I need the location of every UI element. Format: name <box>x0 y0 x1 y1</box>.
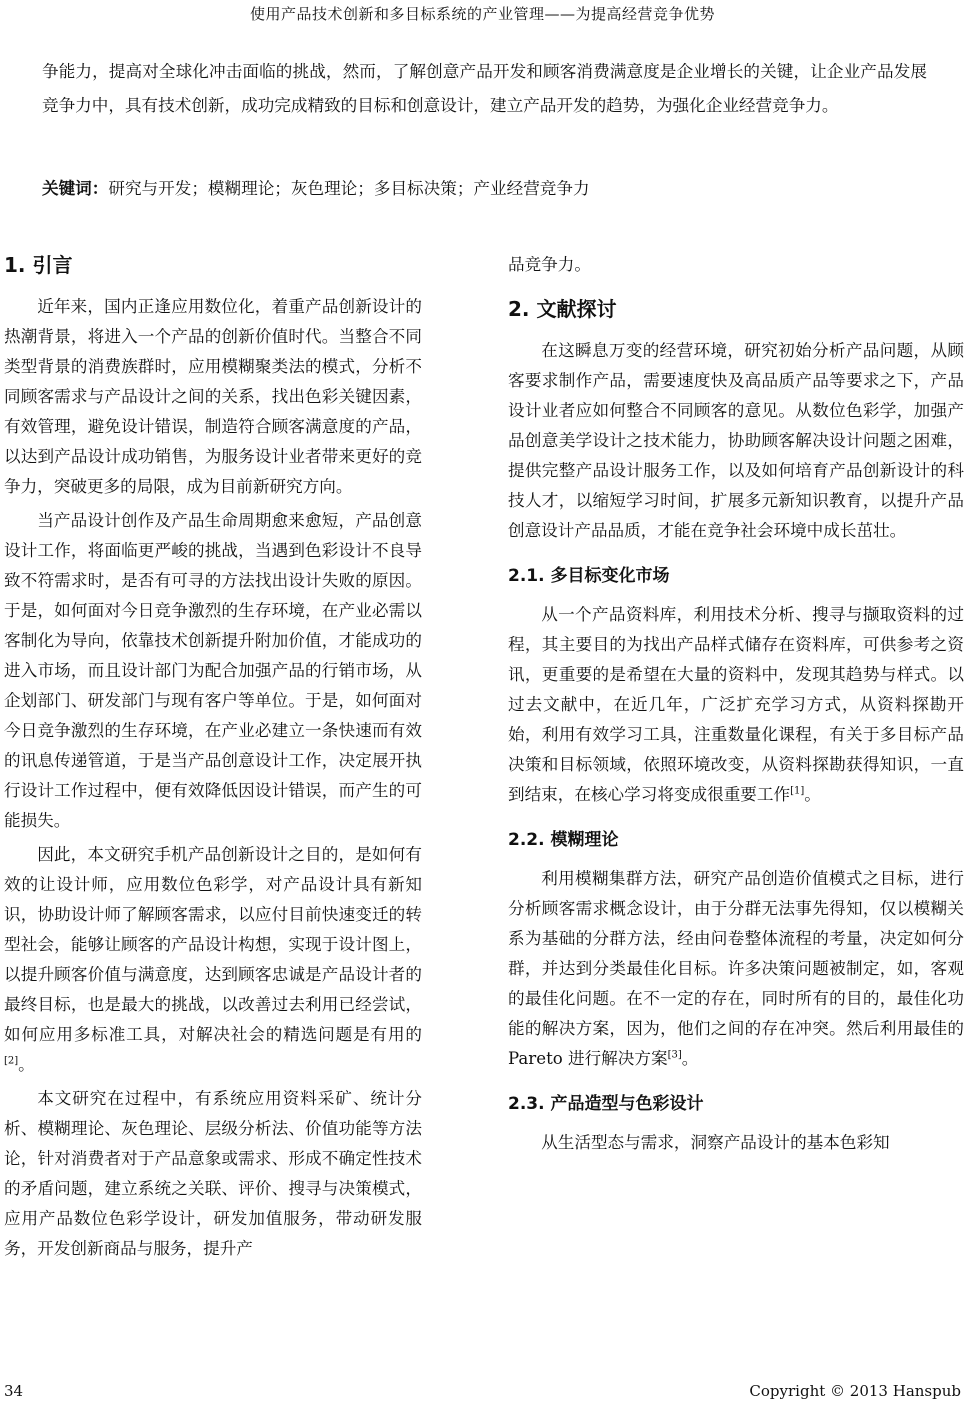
section-2-1-text: 从一个产品资料库，利用技术分析、搜寻与撷取资料的过程，其主要目的为找出产品样式储存在资料库，可供参考之资讯，更重要的是希望在大量的资料中，发现其趋势与样式。以过去文献中，在近几年，广泛扩充学习方式，从资料探勘开始，利用有效学习工具，注重数量化课程，有关于多目标产品决策和目标领域，依照环境改变，从资料探勘获得知识，一直到结束，在核心学习将变成很重要工作 <box>508 605 964 804</box>
citation-1: [1] <box>790 785 805 797</box>
right-column <box>508 250 964 1158</box>
section-1-heading: 1. 引言 <box>4 253 73 277</box>
section-2-1-paragraph <box>508 600 964 810</box>
keywords-label: 关键词： <box>42 179 109 198</box>
left-column <box>4 250 422 1264</box>
section-2-2-paragraph <box>508 864 964 1074</box>
section-2-heading: 2. 文献探讨 <box>508 297 617 321</box>
section-1-paragraph-4: 本文研究在过程中，有系统应用资料采矿、统计分析、模糊理论、灰色理论、层级分析法、价值功能等方法论，针对消费者对于产品意象或需求、形成不确定性技术的矛盾问题，建立系统之关联、评价、搜寻与决策模式，应用产品数位色彩学设计，研发加值服务，带动研发服务，开发创新商品与服务，提升产 <box>4 1089 422 1258</box>
section-2-1-heading: 2.1. 多目标变化市场 <box>508 566 670 586</box>
abstract-tail <box>42 55 927 123</box>
section-2-2-text: 利用模糊集群方法，研究产品创造价值模式之目标，进行分析顾客需求概念设计，由于分群无法事先得知，仅以模糊关系为基础的分群方法，经由问卷整体流程的考量，决定如何分群，并达到分类最佳化目标。许多决策问题被制定，如，客观的最佳化问题。在不一定的存在，同时所有的目的，最佳化功能的解决方案，因为，他们之间的存在冲突。然后利用最佳的 Pareto 进行解决方案 <box>508 869 964 1068</box>
section-1-paragraph-2: 当产品设计创作及产品生命周期愈来愈短，产品创意设计工作，将面临更严峻的挑战，当遇到色彩设计不良导致不符需求时，是否有可寻的方法找出设计失败的原因。于是，如何面对今日竞争激烈的生存环境，在产业必需以客制化为导向，依靠技术创新提升附加价值，才能成功的进入市场，而且设计部门为配合加强产品的行销市场，从企划部门、研发部门与现有客户等单位。于是，如何面对今日竞争激烈的生存环境，在产业必建立一条快速而有效的讯息传递管道，于是当产品创意设计工作，决定展开执行设计工作过程中，便有效降低因设计错误，而产生的可能损失。 <box>4 511 422 830</box>
section-1-paragraph-4-continued: 品竞争力。 <box>508 255 591 274</box>
section-2-3-paragraph: 从生活型态与需求，洞察产品设计的基本色彩知 <box>541 1133 890 1152</box>
page-number: 34 <box>4 1382 24 1400</box>
section-1-paragraph-3-end: 。 <box>18 1055 35 1074</box>
abstract-paragraph: 争能力，提高对全球化冲击面临的挑战，然而，了解创意产品开发和顾客消费满意度是企业增长的关键，让企业产品发展竞争力中，具有技术创新，成功完成精致的目标和创意设计，建立产品开发的趋势，为强化企业经营竞争力。 <box>42 62 927 115</box>
citation-2: [2] <box>4 1055 19 1067</box>
section-2-2-end: 。 <box>681 1049 699 1068</box>
section-2-paragraph-1: 在这瞬息万变的经营环境，研究初始分析产品问题，从顾客要求制作产品，需要速度快及高品质产品等要求之下，产品设计业者应如何整合不同顾客的意见。从数位色彩学，加强产品创意美学设计之技术能力，协助顾客解决设计问题之困难，提供完整产品设计服务工作，以及如何培育产品创新设计的科技人才，以缩短学习时间，扩展多元新知识教育，以提升产品创意设计产品品质，才能在竞争社会环境中成长茁壮。 <box>508 341 964 540</box>
keywords <box>42 176 927 202</box>
running-head: 使用产品技术创新和多目标系统的产业管理——为提高经营竞争优势 <box>249 5 715 23</box>
copyright: Copyright © 2013 Hanspub <box>749 1382 961 1400</box>
section-1-paragraph-3 <box>4 840 422 1080</box>
section-2-1-end: 。 <box>804 785 821 804</box>
citation-3: [3] <box>667 1049 682 1061</box>
section-1-paragraph-3-text: 因此，本文研究手机产品创新设计之目的，是如何有效的让设计师，应用数位色彩学，对产品设计具有新知识，协助设计师了解顾客需求，以应付目前快速变迁的转型社会，能够让顾客的产品设计构想，实现于设计图上，以提升顾客价值与满意度，达到顾客忠诚是产品设计者的最终目标，也是最大的挑战，以改善过去利用已经尝试，如何应用多标准工具，对解决社会的精选问题是有用的 <box>4 845 422 1044</box>
keywords-text: 研究与开发；模糊理论；灰色理论；多目标决策；产业经营竞争力 <box>108 179 590 198</box>
section-2-2-heading: 2.2. 模糊理论 <box>508 830 619 850</box>
section-1-paragraph-1: 近年来，国内正逢应用数位化，着重产品创新设计的热潮背景，将进入一个产品的创新价值时代。当整合不同类型背景的消费族群时，应用模糊聚类法的模式，分析不同顾客需求与产品设计之间的关系，找出色彩关键因素，有效管理，避免设计错误，制造符合顾客满意度的产品，以达到产品设计成功销售，为服务设计业者带来更好的竞争力，突破更多的局限，成为目前新研究方向。 <box>4 297 422 496</box>
section-2-3-heading: 2.3. 产品造型与色彩设计 <box>508 1094 704 1114</box>
